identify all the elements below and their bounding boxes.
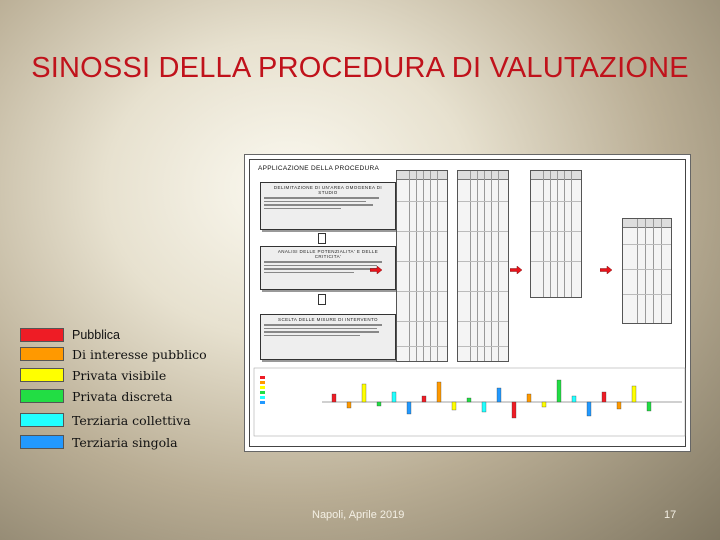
step-box-1 — [260, 182, 396, 230]
legend-label: Terziaria singola — [72, 435, 178, 450]
step-box-3 — [260, 314, 396, 360]
mini-chart-bar — [482, 402, 486, 412]
mini-chart-bar — [467, 398, 471, 402]
document-frame — [249, 159, 686, 447]
red-right-arrow-icon — [510, 266, 522, 274]
legend-item-terziaria-singola — [20, 433, 230, 453]
mini-chart-bar — [527, 394, 531, 402]
down-arrow-icon — [318, 294, 326, 305]
mini-chart-bar — [617, 402, 621, 409]
mini-chart-bar — [542, 402, 546, 407]
mini-chart-bar — [557, 380, 561, 402]
matrix-table-1 — [396, 170, 448, 362]
matrix-table-4 — [622, 218, 672, 324]
mini-chart-bar — [347, 402, 351, 408]
mini-bar-chart — [252, 366, 687, 438]
mini-chart-bar — [497, 388, 501, 402]
legend-label: Pubblica — [72, 328, 120, 342]
down-arrow-icon — [318, 233, 326, 244]
mini-chart-bar — [362, 384, 366, 402]
legend-label: Di interesse pubblico — [72, 347, 207, 362]
mini-chart-bar — [587, 402, 591, 416]
step-title: ANALISI DELLE POTENZIALITA' E DELLE CRITICITA' — [277, 249, 379, 259]
legend-swatch — [20, 435, 64, 449]
legend-swatch — [20, 413, 64, 427]
legend-label: Privata discreta — [72, 389, 173, 404]
matrix-table-2 — [457, 170, 509, 362]
mini-chart-bar — [422, 396, 426, 402]
legend-item-pubblica — [20, 326, 230, 346]
legend-item-privata-visibile — [20, 366, 230, 386]
footer-place-date: Napoli, Aprile 2019 — [312, 509, 405, 521]
mini-chart-bar — [377, 402, 381, 406]
legend-item-privata-discreta — [20, 387, 230, 407]
red-right-arrow-icon — [600, 266, 612, 274]
slide-title: SINOSSI DELLA PROCEDURA DI VALUTAZIONE — [31, 52, 689, 84]
legend-label: Terziaria collettiva — [72, 413, 191, 428]
procedure-document — [244, 154, 691, 452]
mini-chart-bar — [602, 392, 606, 402]
legend-swatch — [20, 368, 64, 382]
mini-chart-bar — [407, 402, 411, 414]
red-right-arrow-icon — [370, 266, 382, 274]
legend-item-terziaria-collettiva — [20, 411, 230, 431]
legend-swatch — [20, 347, 64, 361]
matrix-table-3 — [530, 170, 582, 298]
legend-swatch — [20, 389, 64, 403]
mini-chart-bar — [647, 402, 651, 411]
mini-chart-bar — [572, 396, 576, 402]
mini-chart-bar — [437, 382, 441, 402]
mini-chart-bar — [452, 402, 456, 410]
footer-page-number: 17 — [664, 509, 677, 521]
legend-label: Privata visibile — [72, 368, 167, 383]
mini-chart-bar — [512, 402, 516, 418]
mini-chart-bar — [332, 394, 336, 402]
mini-chart-bar — [392, 392, 396, 402]
step-title: SCELTA DELLE MISURE DI INTERVENTO — [278, 317, 378, 322]
step-title: DELIMITAZIONE DI UN'AREA OMOGENEA DI STUDIO — [273, 185, 383, 195]
mini-chart-bar — [632, 386, 636, 402]
legend-item-interesse-pubblico — [20, 345, 230, 365]
legend-swatch — [20, 328, 64, 342]
document-title: APPLICAZIONE DELLA PROCEDURA — [258, 165, 380, 172]
